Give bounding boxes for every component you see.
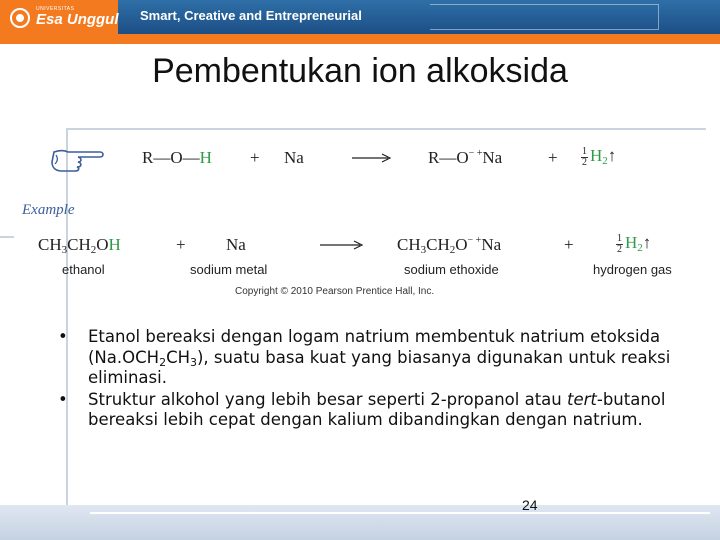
example-plus-2: + <box>564 235 574 254</box>
general-half-fraction <box>581 147 588 168</box>
example-half-den: 2 <box>617 243 622 255</box>
ethanol-sub-2: 2 <box>90 244 97 256</box>
bullet-1-sub-b: 3 <box>190 355 197 369</box>
bullet-1-sub-a: 2 <box>159 355 167 369</box>
ethoxide-ch-1: CH <box>397 235 421 254</box>
general-h2-symbol: H <box>590 146 603 165</box>
ethanol-formula <box>38 235 121 256</box>
general-h2 <box>590 146 608 165</box>
label-sodium-metal: sodium metal <box>190 262 268 277</box>
example-h2-sub: 2 <box>637 242 643 254</box>
general-na-cation: Na <box>482 148 503 167</box>
bullet-1-text-b: CH <box>166 347 190 367</box>
general-plus-2: + <box>548 148 558 167</box>
ethoxide-sub-2: 2 <box>449 244 456 256</box>
general-product <box>428 148 502 168</box>
general-hydrogen <box>581 146 616 168</box>
example-reaction-arrow <box>320 239 364 251</box>
page-number: 24 <box>522 497 538 513</box>
general-half-den: 2 <box>582 156 587 168</box>
general-half-num: 1 <box>582 145 587 157</box>
example-gas-arrow: ↑ <box>642 233 652 252</box>
figure-copyright: Copyright © 2010 Pearson Prentice Hall, Inc. <box>235 286 435 297</box>
footer-band <box>0 505 720 540</box>
general-gas-arrow: ↑ <box>607 146 617 165</box>
slide-title: Pembentukan ion alkoksida <box>152 52 568 90</box>
ethanol-o: O <box>96 235 109 254</box>
ethoxide-na: Na <box>481 235 502 254</box>
example-h2-symbol: H <box>625 233 638 252</box>
bullet-2-text-a: Struktur alkohol yang lebih besar seperti 2-propanol atau <box>88 389 567 409</box>
example-label: Example <box>22 202 75 218</box>
bullet-list <box>52 327 672 432</box>
label-sodium-ethoxide: sodium ethoxide <box>404 262 499 277</box>
general-r-o: R—O— <box>142 148 200 167</box>
bullet-1-text-c: ), suatu basa kuat yang biasanya digunakan untuk reaksi eliminasi. <box>88 347 671 387</box>
bullet-item-1 <box>52 327 672 389</box>
ethoxide-formula <box>397 235 501 256</box>
ethanol-ch-1: CH <box>38 235 62 254</box>
header-tagline: Smart, Creative and Entrepreneurial <box>140 8 362 23</box>
logo-caption: UNIVERSITAS <box>36 6 75 12</box>
ethoxide-o: O <box>455 235 468 254</box>
header-banner <box>0 0 720 44</box>
example-half-num: 1 <box>617 232 622 244</box>
header-decor-frame <box>430 4 659 30</box>
bullet-item-2 <box>52 390 672 431</box>
general-sodium: Na <box>284 148 304 167</box>
ethanol-sub-1: 3 <box>61 244 68 256</box>
bullet-2-text-b: -butanol bereaksi lebih cepat dengan kalium dibandingkan dengan natrium. <box>88 389 666 429</box>
decor-line-mid <box>0 236 14 238</box>
general-hydroxyl-h: H <box>199 148 212 167</box>
general-h2-sub: 2 <box>602 155 608 167</box>
bullet-1-text-a: Etanol bereaksi dengan logam natrium membentuk natrium etoksida (Na.OCH <box>88 327 661 367</box>
general-charges: − + <box>468 148 483 159</box>
general-reactant <box>142 148 212 168</box>
example-half-fraction <box>616 234 623 255</box>
example-h2 <box>625 233 643 252</box>
ethoxide-sub-1: 3 <box>420 244 427 256</box>
example-sodium: Na <box>226 235 246 254</box>
example-plus-1: + <box>176 235 186 254</box>
example-hydrogen <box>616 233 651 255</box>
general-r-o-anion: R—O <box>428 148 469 167</box>
ethoxide-ch-2: CH <box>426 235 450 254</box>
university-logo-icon <box>10 8 30 28</box>
general-reaction-arrow <box>352 152 392 164</box>
ethanol-ch-2: CH <box>67 235 91 254</box>
reaction-figure <box>18 138 698 303</box>
ethanol-hydroxyl-h: H <box>108 235 121 254</box>
footer-line <box>90 512 710 514</box>
label-ethanol: ethanol <box>62 262 105 277</box>
logo-name: Esa Unggul <box>36 11 119 28</box>
general-plus-1: + <box>250 148 260 167</box>
pointing-hand-icon <box>48 146 108 172</box>
label-hydrogen-gas: hydrogen gas <box>593 262 672 277</box>
ethoxide-charges: − + <box>467 235 482 246</box>
decor-line-top <box>66 128 706 130</box>
bullet-2-italic: tert <box>567 389 597 409</box>
